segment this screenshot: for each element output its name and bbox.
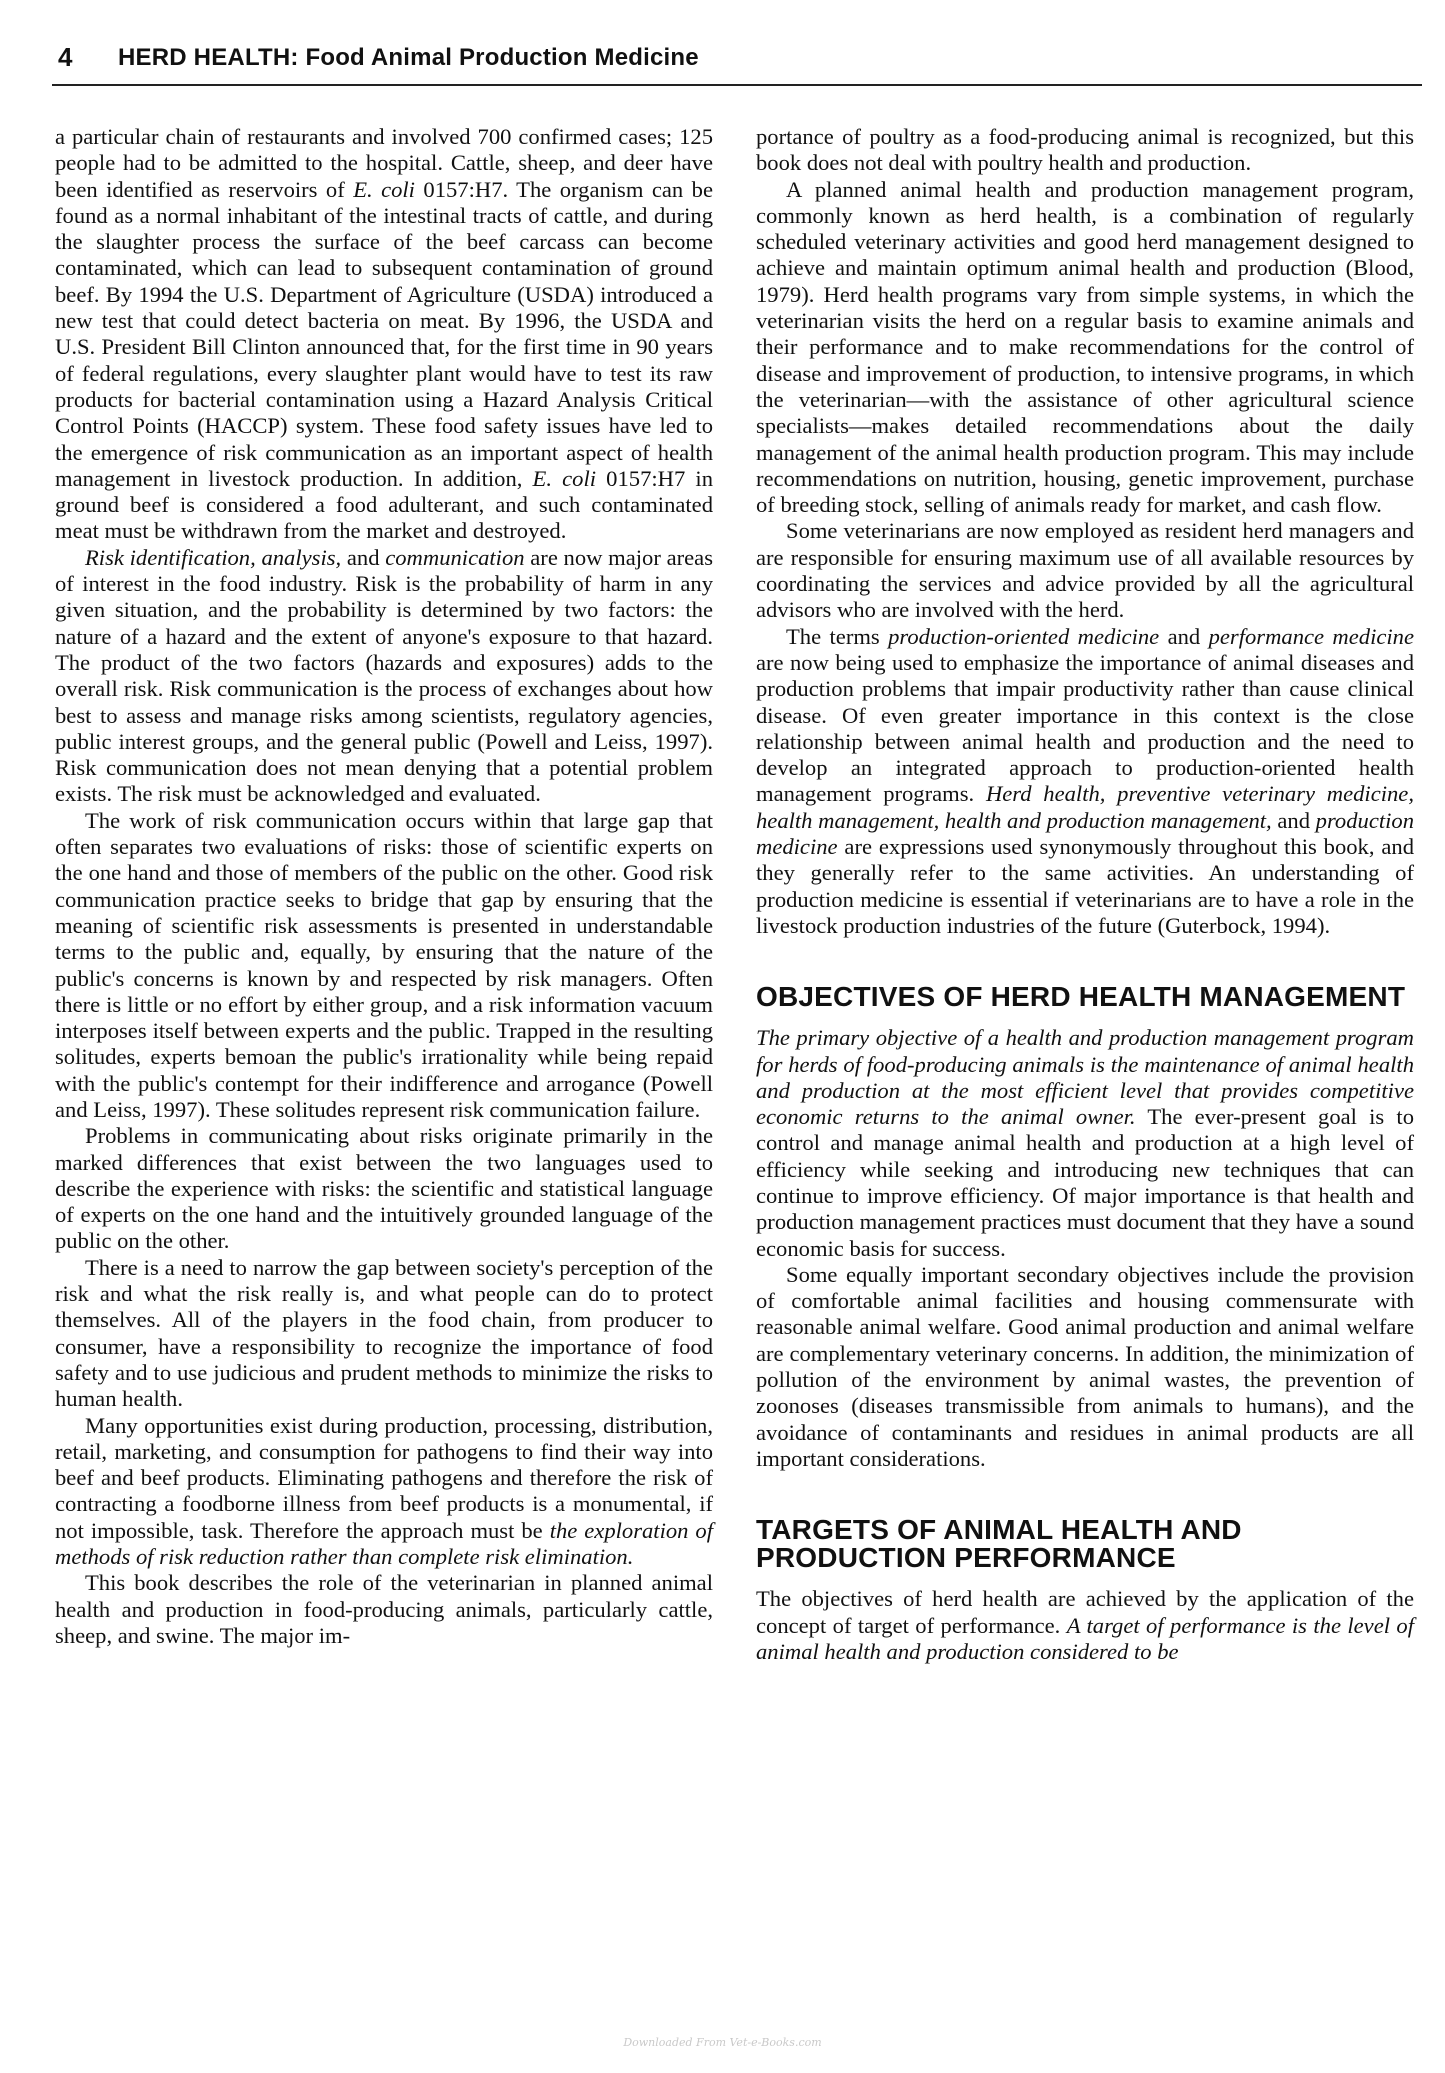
page-header [0,0,1445,92]
paragraph: Some veterinarians are now employed as resident herd managers and are responsible for ensuring maximum use of all available resources by coordinating the services and advice provided by all the agricultural advisors who are involved with the herd. [756,518,1414,623]
right-column [756,124,1414,1665]
paragraph: This book describes the role of the veterinarian in planned animal health and production in food-producing animals, particularly cattle, sheep, and swine. The major im- [55,1570,713,1648]
header-rule [52,84,1422,86]
paragraph: The objectives of herd health are achieved by the application of the concept of target of performance. A target of performance is the level of animal health and production considered to be [756,1586,1414,1664]
paragraph: A planned animal health and production management program, commonly known as herd health, is a combination of regularly scheduled veterinary activities and good herd management designed to achieve and maintain optimum animal health and production (Blood, 1979). Herd health programs vary from simple systems, in which the veterinarian visits the herd on a regular basis to examine animals and their performance and to make recommendations for the control of disease and improvement of production, to intensive programs, in which the veterinarian—with the assistance of other agricultural science specialists—makes detailed recommendations about the daily management of the animal health production program. This may include recommendations on nutrition, housing, genetic improvement, purchase of breeding stock, selling of animals ready for market, and cash flow. [756,176,1414,518]
page-number: 4 [58,42,73,72]
paragraph: a particular chain of restaurants and involved 700 confirmed cases; 125 people had to be admitted to the hospital. Cattle, sheep, and deer have been identified as reservoirs of E. coli 0157:H7. The organism can be found as a normal inhabitant of the intestinal tracts of cattle, and during the slaughter process the surface of the beef carcass can become contaminated, which can lead to subsequent contamination of ground beef. By 1994 the U.S. Department of Agriculture (USDA) introduced a new test that could detect bacteria on meat. By 1996, the USDA and U.S. President Bill Clinton announced that, for the first time in 90 years of federal regulations, every slaughter plant would have to test its raw products for bacterial contamination using a Hazard Analysis Critical Control Points (HACCP) system. These food safety issues have led to the emergence of risk communication as an important aspect of health management in livestock production. In addition, E. coli 0157:H7 in ground beef is considered a food adulterant, and such contaminated meat must be withdrawn from the market and destroyed. [55,124,713,544]
running-title: HERD HEALTH: Food Animal Production Medicine [118,44,699,71]
section-heading-targets: TARGETS OF ANIMAL HEALTH AND PRODUCTION PERFORMANCE [756,1514,1242,1574]
paragraph: The work of risk communication occurs within that large gap that often separates two evaluations of risks: those of scientific experts on the one hand and those of members of the public on the other. Good risk communication practice seeks to bridge that gap by ensuring that the meaning of scientific risk assessments is presented in understandable terms to the public and, equally, by ensuring that the nature of the public's concerns is known by and respected by risk managers. Often there is little or no effort by either group, and a risk information vacuum interposes itself between experts and the public. Trapped in the resulting solitudes, experts bemoan the public's irrationality while being repaid with the public's contempt for their indifference and arrogance (Powell and Leiss, 1997). These solitudes represent risk communication failure. [55,807,713,1122]
section-heading-objectives: OBJECTIVES OF HERD HEALTH MANAGEMENT [756,981,1406,1013]
paragraph: There is a need to narrow the gap between society's perception of the risk and what the risk really is, and what people can do to protect themselves. All of the players in the food chain, from producer to consumer, have a responsibility to recognize the importance of food safety and to use judicious and prudent methods to minimize the risks to human health. [55,1254,713,1412]
download-watermark: Downloaded From Vet-e-Books.com [623,2036,822,2049]
paragraph: Risk identification, analysis, and communication are now major areas of interest in the food industry. Risk is the probability of harm in any given situation, and the probability is determined by two factors: the nature of a hazard and the extent of anyone's exposure to that hazard. The product of the two factors (hazards and exposures) adds to the overall risk. Risk communication is the process of exchanges about how best to assess and manage risks among scientists, regulatory agencies, public interest groups, and the general public (Powell and Leiss, 1997). Risk communication does not mean denying that a potential problem exists. The risk must be acknowledged and evaluated. [55,544,713,807]
paragraph: Some equally important secondary objectives include the provision of comfortable animal facilities and housing commensurate with reasonable animal welfare. Good animal production and animal welfare are complementary veterinary concerns. In addition, the minimization of pollution of the environment by animal wastes, the prevention of zoonoses (diseases transmissible from animals to humans), and the avoidance of contaminants and residues in animal products are all important considerations. [756,1261,1414,1471]
paragraph: portance of poultry as a food-producing animal is recognized, but this book does not deal with poultry health and production. [756,124,1414,176]
paragraph: The terms production-oriented medicine and performance medicine are now being used to emphasize the importance of animal diseases and production problems that impair productivity rather than cause clinical disease. Of even greater importance in this context is the close relationship between animal health and production and the need to develop an integrated approach to production-oriented health management programs. Herd health, preventive veterinary medicine, health management, health and production management, and production medicine are expressions used synonymously throughout this book, and they generally refer to the same activities. An understanding of production medicine is essential if veterinarians are to have a role in the livestock production industries of the future (Guterbock, 1994). [756,623,1414,938]
left-column [55,124,713,1649]
paragraph: Problems in communicating about risks originate primarily in the marked differences that exist between the two languages used to describe the experience with risks: the scientific and statistical language of experts on the one hand and the intuitively grounded language of the public on the other. [55,1123,713,1254]
paragraph: Many opportunities exist during production, processing, distribution, retail, marketing, and consumption for pathogens to find their way into beef and beef products. Eliminating pathogens and therefore the risk of contracting a foodborne illness from beef products is a monumental, if not impossible, task. Therefore the approach must be the exploration of methods of risk reduction rather than complete risk elimination. [55,1412,714,1570]
paragraph: The primary objective of a health and production management program for herds of food-producing animals is the maintenance of animal health and production at the most efficient level that provides competitive economic returns to the animal owner. The ever-present goal is to control and manage animal health and production at a high level of efficiency while seeking and introducing new techniques that can continue to improve efficiency. Of major importance is that health and production management practices must document that they have a sound economic basis for success. [756,1025,1414,1261]
